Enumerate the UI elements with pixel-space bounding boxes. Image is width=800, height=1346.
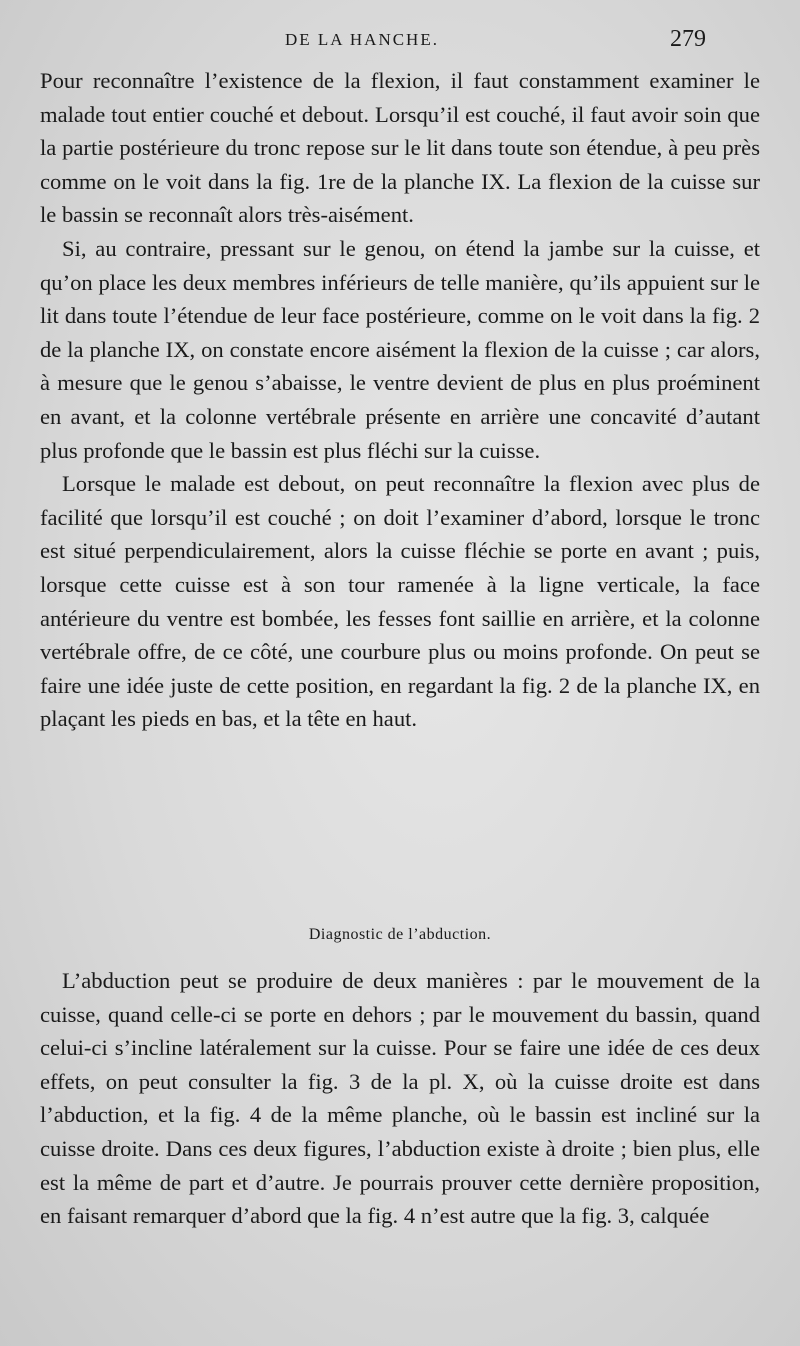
body-text-bottom	[40, 964, 760, 1233]
running-head: DE LA HANCHE.	[285, 30, 439, 49]
paragraph-abduction: L’abduction peut se produire de deux manières : par le mouvement de la cuisse, quand celle-ci se porte en dehors ; par le mouvement du bassin, quand celui-ci s’incline latéralement sur la cuisse. Pour se faire une idée de ces deux effets, on peut consulter la fig. 3 de la pl. X, où la cuisse droite est dans l’abduction, et la fig. 4 de la même planche, où le bassin est incliné sur la cuisse droite. Dans ces deux figures, l’abduction existe à droite ; bien plus, elle est la même de part et d’autre. Je pourrais prouver cette dernière proposition, en faisant remarquer d’abord que la fig. 4 n’est autre que la fig. 3, calquée	[40, 968, 760, 1229]
page-header	[0, 26, 800, 56]
paragraph-flexion-lying: Pour reconnaître l’existence de la flexion, il faut constamment examiner le malade tout entier couché et debout. Lorsqu’il est couché, il faut avoir soin que la partie postérieure du tronc repose sur le lit dans toute son étendue, à peu près comme on le voit dans la fig. 1re de la planche IX. La flexion de la cuisse sur le bassin se reconnaît alors très-aisément.	[40, 68, 760, 228]
paragraph-flexion-knee: Si, au contraire, pressant sur le genou, on étend la jambe sur la cuisse, et qu’on place les deux membres inférieurs de telle manière, qu’ils appuient sur le lit dans toute l’étendue de leur face postérieure, comme on le voit dans la fig. 2 de la planche IX, on constate encore aisément la flexion de la cuisse ; car alors, à mesure que le genou s’abaisse, le ventre devient de plus en plus proéminent en avant, et la colonne vertébrale présente en arrière une concavité d’autant plus profonde que le bassin est plus fléchi sur la cuisse.	[40, 235, 760, 463]
body-text-top	[40, 64, 760, 736]
paragraph-flexion-standing: Lorsque le malade est debout, on peut reconnaître la flexion avec plus de facilité que lorsqu’il est couché ; on doit l’examiner d’abord, lorsque le tronc est situé perpendiculairement, alors la cuisse fléchie se porte en avant ; puis, lorsque cette cuisse est à son tour ramenée à la ligne verticale, la face antérieure du ventre est bombée, les fesses font saillie en arrière, et la colonne vertébrale offre, de ce côté, une courbure plus ou moins profonde. On peut se faire une idée juste de cette position, en regardant la fig. 2 de la planche IX, en plaçant les pieds en bas, et la tête en haut.	[40, 471, 760, 732]
page-number: 279	[670, 26, 706, 52]
section-title: Diagnostic de l’abduction.	[308, 926, 492, 943]
